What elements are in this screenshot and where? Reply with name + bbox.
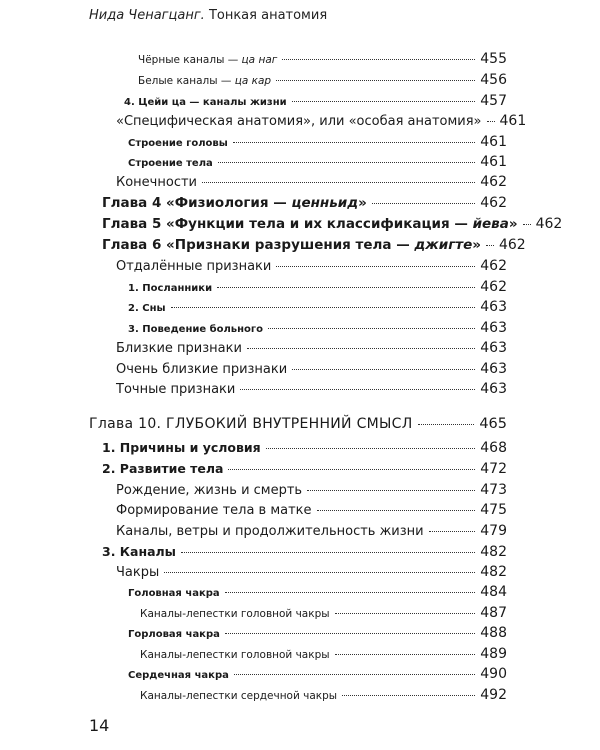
toc-entry bbox=[128, 666, 507, 682]
toc-entry-title-italic: джигте bbox=[414, 237, 473, 253]
toc-entry-title-part: Очень близкие признаки bbox=[116, 362, 288, 377]
toc-entry-title-part: 2. Сны bbox=[128, 303, 166, 314]
toc-entry-page: 462 bbox=[480, 279, 507, 295]
toc-entry-page: 457 bbox=[480, 93, 507, 109]
toc-entry-page: 461 bbox=[480, 134, 507, 150]
dot-leader bbox=[233, 142, 475, 143]
toc-entry-title bbox=[128, 283, 212, 294]
toc-entry bbox=[116, 381, 507, 397]
toc-entry-title bbox=[116, 259, 271, 274]
dot-leader bbox=[217, 287, 475, 288]
toc-entry-title bbox=[138, 54, 277, 66]
dot-leader bbox=[276, 80, 475, 81]
toc-entry-title-italic: ценньид bbox=[291, 195, 359, 211]
toc-entry-page: 482 bbox=[480, 544, 507, 560]
toc-entry-title-part: Горловая чакра bbox=[128, 629, 220, 640]
toc-entry-title bbox=[116, 524, 424, 539]
toc-entry-title bbox=[116, 565, 159, 580]
toc-entry-page: 455 bbox=[480, 51, 507, 67]
toc-entry-title-part: Глава 4 «Физиология — bbox=[102, 195, 292, 211]
toc-entry bbox=[116, 482, 507, 498]
dot-leader bbox=[282, 59, 475, 60]
toc-entry bbox=[128, 299, 507, 315]
toc-entry-title-part: Строение головы bbox=[128, 138, 228, 149]
toc-entry bbox=[128, 584, 507, 600]
dot-leader bbox=[240, 389, 475, 390]
toc-entry bbox=[138, 51, 507, 67]
toc-entry bbox=[116, 113, 527, 129]
toc-entry-title bbox=[128, 158, 213, 169]
toc-entry-title bbox=[116, 483, 302, 498]
dot-leader bbox=[372, 203, 475, 204]
toc-entry-title-part: Отдалённые признаки bbox=[116, 259, 272, 274]
running-head-author: Нида Ченагцанг. bbox=[89, 8, 205, 23]
toc-entry-title-part: «Специфическая анатомия», или «особая анатомия» bbox=[116, 114, 482, 129]
toc-entry-page: 468 bbox=[480, 440, 507, 456]
toc-entry-title-part: Каналы-лепестки головной чакры bbox=[140, 608, 330, 620]
toc-entry-page: 482 bbox=[480, 564, 507, 580]
toc-entry-title bbox=[138, 75, 271, 87]
toc-entry-title-part: » bbox=[508, 216, 518, 232]
dot-leader bbox=[225, 592, 476, 593]
toc-entry-page: 456 bbox=[480, 72, 507, 88]
toc-entry bbox=[102, 461, 507, 477]
toc-entry bbox=[140, 646, 507, 662]
toc-entry bbox=[128, 625, 507, 641]
toc-entry bbox=[102, 216, 563, 232]
dot-leader bbox=[523, 224, 531, 225]
toc-entry-title bbox=[140, 608, 330, 620]
toc-entry-title-part: Глава 10. ГЛУБОКИЙ ВНУТРЕННИЙ СМЫСЛ bbox=[89, 416, 413, 432]
dot-leader bbox=[164, 572, 475, 573]
dot-leader bbox=[228, 469, 475, 470]
toc-entry-title-part: Головная чакра bbox=[128, 588, 220, 599]
toc-entry-page: 487 bbox=[480, 605, 507, 621]
toc-entry-page: 488 bbox=[480, 625, 507, 641]
toc-entry-title bbox=[116, 382, 235, 397]
toc-entry-page: 462 bbox=[480, 174, 507, 190]
toc-entry bbox=[128, 320, 507, 336]
dot-leader bbox=[181, 552, 475, 553]
page-number: 14 bbox=[89, 716, 110, 735]
toc-entry-title-part: Точные признаки bbox=[116, 382, 236, 397]
toc-entry-title bbox=[102, 195, 367, 211]
toc-entry-title-part: 1. Посланники bbox=[128, 283, 213, 294]
toc-entry bbox=[140, 687, 507, 703]
toc-entry-page: 489 bbox=[480, 646, 507, 662]
toc-entry-title-part: Чёрные каналы — bbox=[138, 54, 242, 66]
dot-leader bbox=[171, 307, 476, 308]
toc-entry bbox=[116, 502, 507, 518]
dot-leader bbox=[335, 613, 476, 614]
toc-entry-title bbox=[128, 670, 229, 681]
toc-entry-page: 463 bbox=[480, 340, 507, 356]
dot-leader bbox=[276, 266, 475, 267]
toc-entry-title bbox=[124, 97, 287, 108]
dot-leader bbox=[335, 654, 476, 655]
toc-entry-title bbox=[102, 544, 176, 559]
toc-entry-title bbox=[140, 649, 330, 661]
toc-entry-page: 461 bbox=[499, 113, 527, 129]
dot-leader bbox=[429, 531, 476, 532]
toc-entry-title bbox=[116, 114, 482, 129]
dot-leader bbox=[268, 328, 475, 329]
toc-entry-title bbox=[140, 690, 337, 702]
toc-entry-page: 461 bbox=[480, 154, 507, 170]
toc-entry-page: 463 bbox=[480, 361, 507, 377]
toc-entry-page: 463 bbox=[480, 381, 507, 397]
toc-entry-title bbox=[116, 503, 312, 518]
dot-leader bbox=[418, 424, 475, 425]
toc-entry bbox=[89, 416, 507, 432]
toc-entry bbox=[116, 361, 507, 377]
toc-entry bbox=[128, 154, 507, 170]
toc-entry-title-part: Каналы-лепестки головной чакры bbox=[140, 649, 330, 661]
toc-entry-page: 492 bbox=[480, 687, 507, 703]
toc-entry bbox=[116, 174, 507, 190]
toc-entry-title bbox=[128, 324, 263, 335]
dot-leader bbox=[307, 490, 475, 491]
dot-leader bbox=[292, 101, 476, 102]
toc-entry-title-part: Каналы, ветры и продолжительность жизни bbox=[116, 524, 424, 539]
toc-entry-title bbox=[128, 629, 220, 640]
dot-leader bbox=[266, 448, 476, 449]
toc-entry-title bbox=[89, 416, 413, 432]
toc-entry-title-part: 1. Причины и условия bbox=[102, 440, 261, 455]
toc-entry bbox=[102, 544, 507, 560]
toc-entry bbox=[102, 440, 507, 456]
dot-leader bbox=[342, 695, 475, 696]
toc-entry-title-part: Сердечная чакра bbox=[128, 670, 229, 681]
toc-entry-page: 475 bbox=[480, 502, 507, 518]
toc-entry-page: 462 bbox=[480, 195, 507, 211]
dot-leader bbox=[202, 182, 475, 183]
toc-entry bbox=[102, 195, 507, 211]
running-head-title: Тонкая анатомия bbox=[208, 8, 328, 23]
toc-entry-title-part: Чакры bbox=[116, 565, 160, 580]
toc-entry-title-part: Глава 6 «Признаки разрушения тела — bbox=[102, 237, 415, 253]
toc-entry bbox=[116, 258, 507, 274]
toc-entry bbox=[116, 340, 507, 356]
dot-leader bbox=[247, 348, 475, 349]
toc-entry-page: 463 bbox=[480, 320, 507, 336]
toc-entry-title-italic: ца кар bbox=[234, 75, 272, 87]
toc-entry-page: 484 bbox=[480, 584, 507, 600]
toc-entry-title-part: » bbox=[472, 237, 481, 253]
toc-entry-title-part: 2. Развитие тела bbox=[102, 461, 224, 476]
toc-entry-title-part: Строение тела bbox=[128, 158, 213, 169]
toc-entry-title-italic: ца наг bbox=[241, 54, 278, 66]
toc-entry-title-part: 4. Цейи ца — каналы жизни bbox=[124, 97, 287, 108]
toc-entry-title-part: Белые каналы — bbox=[138, 75, 235, 87]
toc-entry bbox=[140, 605, 507, 621]
toc-entry-title bbox=[116, 362, 287, 377]
toc-entry-title bbox=[116, 341, 242, 356]
toc-entry bbox=[124, 93, 507, 109]
toc-entry-title bbox=[116, 175, 197, 190]
toc-entry-page: 463 bbox=[480, 299, 507, 315]
toc-entry-title-part: Близкие признаки bbox=[116, 341, 242, 356]
toc-entry-page: 472 bbox=[480, 461, 507, 477]
toc-entry-title bbox=[128, 138, 228, 149]
toc-entry bbox=[128, 279, 507, 295]
toc-entry-title bbox=[102, 237, 481, 253]
toc-entry-title-part: Конечности bbox=[116, 175, 197, 190]
toc-entry bbox=[116, 564, 507, 580]
dot-leader bbox=[486, 245, 494, 246]
toc-entry-title-part: » bbox=[358, 195, 367, 211]
toc-entry bbox=[128, 134, 507, 150]
toc-entry-title bbox=[102, 461, 223, 476]
toc-entry-title-part: Каналы-лепестки сердечной чакры bbox=[140, 690, 338, 702]
toc-entry-page: 465 bbox=[479, 416, 507, 432]
toc-entry-title-part: Глава 5 «Функции тела и их классификация — bbox=[102, 216, 473, 232]
toc-entry-page: 490 bbox=[480, 666, 507, 682]
dot-leader bbox=[487, 121, 495, 122]
toc-entry-title bbox=[102, 216, 518, 232]
dot-leader bbox=[218, 162, 475, 163]
toc-entry-title bbox=[102, 440, 261, 455]
toc-entry-page: 462 bbox=[498, 237, 526, 253]
dot-leader bbox=[234, 674, 475, 675]
toc-entry-page: 462 bbox=[480, 258, 507, 274]
toc-entry-page: 479 bbox=[480, 523, 507, 539]
toc-entry-title-italic: йева bbox=[472, 216, 509, 232]
dot-leader bbox=[225, 633, 475, 634]
dot-leader bbox=[317, 510, 476, 511]
toc-entry-title bbox=[128, 588, 220, 599]
toc-entry bbox=[138, 72, 507, 88]
toc-entry bbox=[116, 523, 507, 539]
toc-entry-title-part: Формирование тела в матке bbox=[116, 503, 312, 518]
toc-entry-title-part: 3. Каналы bbox=[102, 544, 176, 559]
toc-entry-title-part: 3. Поведение больного bbox=[128, 324, 263, 335]
toc-entry-page: 473 bbox=[480, 482, 507, 498]
dot-leader bbox=[292, 369, 475, 370]
toc-entry bbox=[102, 237, 526, 253]
toc-entry-page: 462 bbox=[535, 216, 563, 232]
toc-entry-title-part: Рождение, жизнь и смерть bbox=[116, 483, 303, 498]
toc-entry-title bbox=[128, 303, 166, 314]
